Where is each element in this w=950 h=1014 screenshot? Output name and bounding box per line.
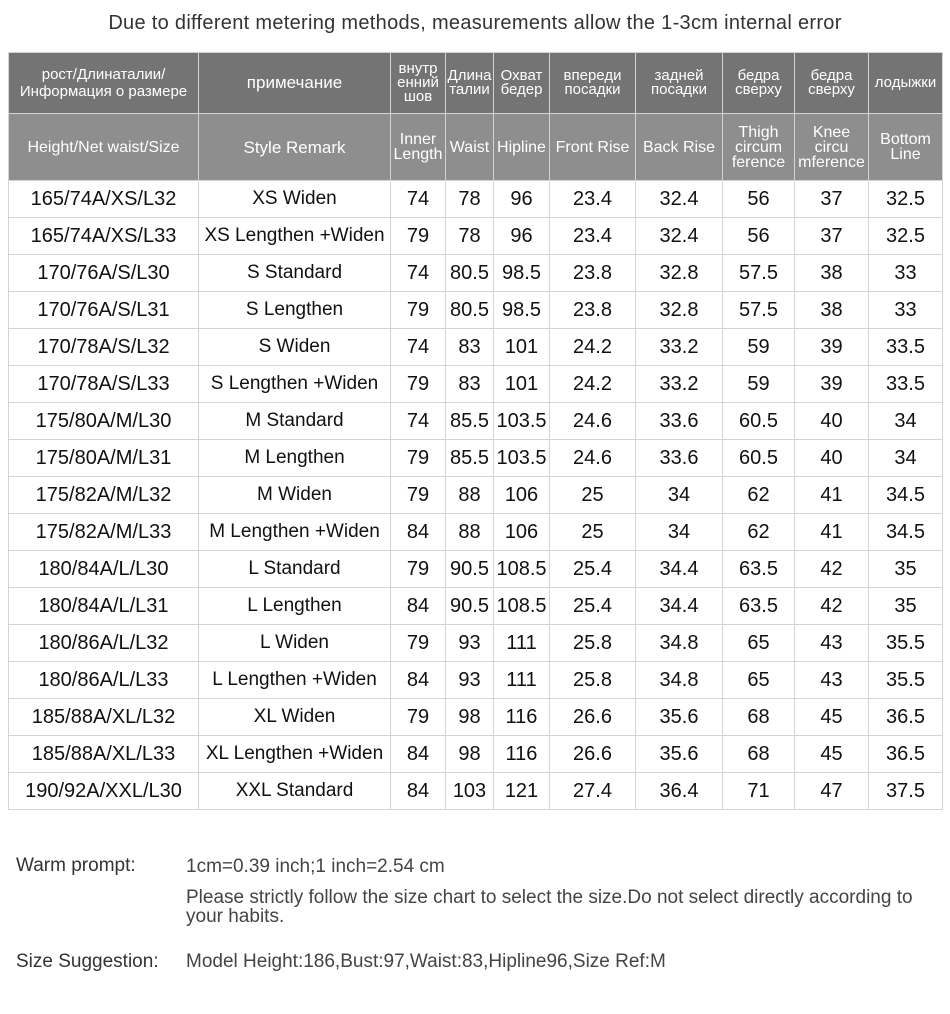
style-remark-cell: M Standard: [199, 403, 391, 440]
measurement-cell: 63.5: [723, 588, 795, 625]
size-code-cell: 180/86A/L/L32: [9, 625, 199, 662]
measurement-cell: 84: [391, 514, 446, 551]
measurement-cell: 74: [391, 181, 446, 218]
measurement-cell: 47: [795, 773, 869, 810]
measurement-cell: 98.5: [494, 255, 550, 292]
measurement-cell: 36.4: [636, 773, 723, 810]
measurement-cell: 103.5: [494, 440, 550, 477]
size-code-cell: 165/74A/XS/L32: [9, 181, 199, 218]
measurement-cell: 83: [446, 329, 494, 366]
measurement-cell: 34.8: [636, 625, 723, 662]
header-ru-cell: Длина талии: [446, 53, 494, 114]
measurement-cell: 56: [723, 181, 795, 218]
measurement-cell: 65: [723, 662, 795, 699]
measurement-cell: 60.5: [723, 440, 795, 477]
measurement-cell: 79: [391, 477, 446, 514]
measurement-cell: 98.5: [494, 292, 550, 329]
measurement-cell: 93: [446, 662, 494, 699]
measurement-cell: 25.4: [550, 551, 636, 588]
header-en-cell: Style Remark: [199, 114, 391, 181]
measurement-cell: 34.8: [636, 662, 723, 699]
header-ru-cell: рост/Длинаталии/ Информация о размере: [9, 53, 199, 114]
measurement-cell: 35.6: [636, 736, 723, 773]
measurement-cell: 68: [723, 699, 795, 736]
table-row: [9, 625, 943, 662]
measurement-cell: 59: [723, 366, 795, 403]
style-remark-cell: S Standard: [199, 255, 391, 292]
measurement-cell: 71: [723, 773, 795, 810]
size-chart-table: [8, 52, 943, 810]
style-remark-cell: M Lengthen +Widen: [199, 514, 391, 551]
measurement-cell: 23.4: [550, 181, 636, 218]
measurement-cell: 37: [795, 218, 869, 255]
size-code-cell: 175/80A/M/L30: [9, 403, 199, 440]
size-code-cell: 185/88A/XL/L32: [9, 699, 199, 736]
measurement-cell: 41: [795, 514, 869, 551]
measurement-cell: 116: [494, 736, 550, 773]
measurement-cell: 42: [795, 588, 869, 625]
measurement-cell: 35.6: [636, 699, 723, 736]
table-row: [9, 514, 943, 551]
table-row: [9, 329, 943, 366]
header-row-russian: [9, 53, 943, 114]
measurement-cell: 38: [795, 255, 869, 292]
header-en-cell: Knee circu mference: [795, 114, 869, 181]
style-remark-cell: S Widen: [199, 329, 391, 366]
measurement-cell: 68: [723, 736, 795, 773]
measurement-cell: 79: [391, 218, 446, 255]
measurement-cell: 33.2: [636, 329, 723, 366]
measurement-cell: 84: [391, 662, 446, 699]
measurement-cell: 40: [795, 440, 869, 477]
style-remark-cell: XL Widen: [199, 699, 391, 736]
style-remark-cell: L Lengthen +Widen: [199, 662, 391, 699]
measurement-cell: 65: [723, 625, 795, 662]
measurement-cell: 101: [494, 329, 550, 366]
size-code-cell: 170/78A/S/L33: [9, 366, 199, 403]
measurement-cell: 59: [723, 329, 795, 366]
measurement-cell: 90.5: [446, 588, 494, 625]
measurement-cell: 42: [795, 551, 869, 588]
table-row: [9, 773, 943, 810]
measurement-cell: 103.5: [494, 403, 550, 440]
measurement-cell: 40: [795, 403, 869, 440]
measurement-cell: 96: [494, 181, 550, 218]
header-en-cell: Back Rise: [636, 114, 723, 181]
header-en-cell: Height/Net waist/Size: [9, 114, 199, 181]
measurement-cell: 103: [446, 773, 494, 810]
header-ru-cell: впереди посадки: [550, 53, 636, 114]
size-suggestion-text: Model Height:186,Bust:97,Waist:83,Hipline96,Size Ref:M: [186, 951, 666, 972]
measurement-cell: 24.2: [550, 329, 636, 366]
measurement-cell: 106: [494, 514, 550, 551]
measurement-cell: 74: [391, 255, 446, 292]
measurement-cell: 37: [795, 181, 869, 218]
style-remark-cell: S Lengthen +Widen: [199, 366, 391, 403]
measurement-cell: 35: [869, 588, 943, 625]
measurement-cell: 23.4: [550, 218, 636, 255]
measurement-cell: 34: [636, 514, 723, 551]
style-remark-cell: S Lengthen: [199, 292, 391, 329]
measurement-cell: 33.6: [636, 440, 723, 477]
measurement-cell: 33.5: [869, 329, 943, 366]
measurement-cell: 35.5: [869, 662, 943, 699]
measurement-cell: 85.5: [446, 403, 494, 440]
table-row: [9, 662, 943, 699]
measurement-cell: 34: [869, 403, 943, 440]
table-row: [9, 218, 943, 255]
measurement-cell: 57.5: [723, 255, 795, 292]
measurement-cell: 62: [723, 477, 795, 514]
size-code-cell: 170/76A/S/L30: [9, 255, 199, 292]
measurement-cell: 74: [391, 403, 446, 440]
measurement-cell: 79: [391, 551, 446, 588]
size-code-cell: 190/92A/XXL/L30: [9, 773, 199, 810]
measurement-cell: 23.8: [550, 292, 636, 329]
size-code-cell: 170/78A/S/L32: [9, 329, 199, 366]
measurement-cell: 41: [795, 477, 869, 514]
measurement-cell: 78: [446, 181, 494, 218]
size-code-cell: 175/80A/M/L31: [9, 440, 199, 477]
header-row-english: [9, 114, 943, 181]
measurement-cell: 34.5: [869, 514, 943, 551]
measurement-cell: 34: [636, 477, 723, 514]
table-row: [9, 477, 943, 514]
measurement-cell: 88: [446, 514, 494, 551]
measurement-cell: 33: [869, 255, 943, 292]
measurement-cell: 43: [795, 662, 869, 699]
measurement-cell: 106: [494, 477, 550, 514]
header-en-cell: Thigh circum ference: [723, 114, 795, 181]
table-row: [9, 255, 943, 292]
measurement-cell: 79: [391, 625, 446, 662]
measurement-cell: 32.4: [636, 181, 723, 218]
size-code-cell: 180/84A/L/L30: [9, 551, 199, 588]
measurement-cell: 96: [494, 218, 550, 255]
header-ru-cell: внутр енний шов: [391, 53, 446, 114]
table-row: [9, 181, 943, 218]
size-code-cell: 180/86A/L/L33: [9, 662, 199, 699]
warm-prompt-conversion: 1cm=0.39 inch;1 inch=2.54 cm: [186, 856, 445, 877]
measurement-cell: 33.5: [869, 366, 943, 403]
measurement-cell: 36.5: [869, 699, 943, 736]
measurement-cell: 25.8: [550, 625, 636, 662]
measurement-cell: 27.4: [550, 773, 636, 810]
measurement-cell: 111: [494, 625, 550, 662]
measurement-cell: 84: [391, 773, 446, 810]
measurement-cell: 45: [795, 736, 869, 773]
style-remark-cell: L Widen: [199, 625, 391, 662]
warm-prompt-advice: Please strictly follow the size chart to select the size.Do not select directly according to your habits.: [186, 887, 913, 927]
measurement-cell: 63.5: [723, 551, 795, 588]
measurement-cell: 108.5: [494, 551, 550, 588]
size-chart-body: [9, 181, 943, 810]
measurement-cell: 78: [446, 218, 494, 255]
measurement-cell: 25.8: [550, 662, 636, 699]
measurement-cell: 98: [446, 699, 494, 736]
measurement-cell: 25: [550, 477, 636, 514]
measurement-cell: 26.6: [550, 699, 636, 736]
warm-prompt-label: Warm prompt:: [16, 855, 136, 876]
header-ru-cell: примечание: [199, 53, 391, 114]
measurement-cell: 32.4: [636, 218, 723, 255]
header-ru-cell: Охват бедер: [494, 53, 550, 114]
header-en-cell: Waist: [446, 114, 494, 181]
measurement-cell: 79: [391, 699, 446, 736]
size-code-cell: 180/84A/L/L31: [9, 588, 199, 625]
size-code-cell: 170/76A/S/L31: [9, 292, 199, 329]
measurement-cell: 32.5: [869, 218, 943, 255]
style-remark-cell: M Widen: [199, 477, 391, 514]
measurement-cell: 101: [494, 366, 550, 403]
measurement-cell: 83: [446, 366, 494, 403]
measurement-cell: 74: [391, 329, 446, 366]
measurement-cell: 80.5: [446, 292, 494, 329]
measurement-cell: 24.6: [550, 440, 636, 477]
style-remark-cell: M Lengthen: [199, 440, 391, 477]
measurement-cell: 34: [869, 440, 943, 477]
header-ru-cell: бедра сверху: [795, 53, 869, 114]
measurement-cell: 37.5: [869, 773, 943, 810]
size-code-cell: 175/82A/M/L33: [9, 514, 199, 551]
measurement-cell: 80.5: [446, 255, 494, 292]
measurement-cell: 23.8: [550, 255, 636, 292]
measurement-cell: 35.5: [869, 625, 943, 662]
table-row: [9, 366, 943, 403]
size-code-cell: 175/82A/M/L32: [9, 477, 199, 514]
measurement-cell: 39: [795, 329, 869, 366]
measurement-cell: 24.2: [550, 366, 636, 403]
measurement-cell: 88: [446, 477, 494, 514]
header-ru-cell: бедра сверху: [723, 53, 795, 114]
measurement-cell: 116: [494, 699, 550, 736]
table-row: [9, 292, 943, 329]
table-row: [9, 440, 943, 477]
measurement-cell: 84: [391, 736, 446, 773]
style-remark-cell: XS Widen: [199, 181, 391, 218]
measurement-cell: 79: [391, 440, 446, 477]
measurement-cell: 56: [723, 218, 795, 255]
measurement-cell: 121: [494, 773, 550, 810]
measurement-cell: 90.5: [446, 551, 494, 588]
size-code-cell: 185/88A/XL/L33: [9, 736, 199, 773]
measurement-cell: 24.6: [550, 403, 636, 440]
table-row: [9, 736, 943, 773]
measurement-cell: 84: [391, 588, 446, 625]
header-en-cell: Hipline: [494, 114, 550, 181]
style-remark-cell: L Standard: [199, 551, 391, 588]
table-row: [9, 699, 943, 736]
measurement-cell: 79: [391, 366, 446, 403]
measurement-cell: 45: [795, 699, 869, 736]
measurement-cell: 43: [795, 625, 869, 662]
style-remark-cell: XL Lengthen +Widen: [199, 736, 391, 773]
measurement-cell: 32.8: [636, 292, 723, 329]
measurement-cell: 36.5: [869, 736, 943, 773]
measurement-cell: 39: [795, 366, 869, 403]
measurement-cell: 25.4: [550, 588, 636, 625]
measurement-cell: 33.2: [636, 366, 723, 403]
table-row: [9, 403, 943, 440]
measurement-cell: 26.6: [550, 736, 636, 773]
measurement-cell: 33: [869, 292, 943, 329]
measurement-cell: 33.6: [636, 403, 723, 440]
measurement-cell: 34.5: [869, 477, 943, 514]
size-code-cell: 165/74A/XS/L33: [9, 218, 199, 255]
measurement-cell: 62: [723, 514, 795, 551]
table-row: [9, 588, 943, 625]
measurement-cell: 32.5: [869, 181, 943, 218]
style-remark-cell: XXL Standard: [199, 773, 391, 810]
measurement-cell: 38: [795, 292, 869, 329]
header-en-cell: Bottom Line: [869, 114, 943, 181]
measurement-cell: 108.5: [494, 588, 550, 625]
measurement-cell: 79: [391, 292, 446, 329]
style-remark-cell: XS Lengthen +Widen: [199, 218, 391, 255]
measurement-cell: 35: [869, 551, 943, 588]
page-title: Due to different metering methods, measurements allow the 1-3cm internal error: [108, 12, 842, 34]
measurement-cell: 34.4: [636, 551, 723, 588]
measurement-cell: 93: [446, 625, 494, 662]
measurement-cell: 25: [550, 514, 636, 551]
header-ru-cell: лодыжки: [869, 53, 943, 114]
table-row: [9, 551, 943, 588]
header-en-cell: Front Rise: [550, 114, 636, 181]
measurement-cell: 34.4: [636, 588, 723, 625]
size-suggestion-label: Size Suggestion:: [16, 951, 159, 972]
measurement-cell: 98: [446, 736, 494, 773]
measurement-cell: 85.5: [446, 440, 494, 477]
style-remark-cell: L Lengthen: [199, 588, 391, 625]
header-ru-cell: задней посадки: [636, 53, 723, 114]
measurement-cell: 60.5: [723, 403, 795, 440]
measurement-cell: 32.8: [636, 255, 723, 292]
header-en-cell: Inner Length: [391, 114, 446, 181]
measurement-cell: 111: [494, 662, 550, 699]
measurement-cell: 57.5: [723, 292, 795, 329]
